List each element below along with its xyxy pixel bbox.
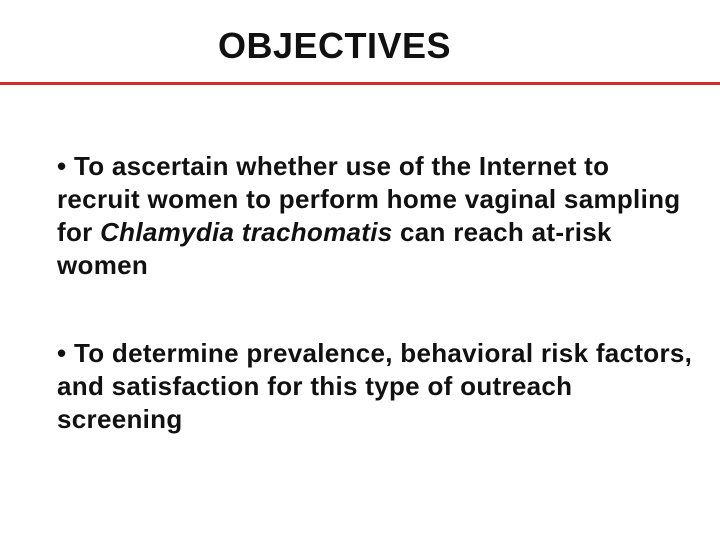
objective-text: To ascertain whether use of the Internet to recruit women to perform home vaginal sampling for (57, 151, 681, 247)
bullet-marker: • (57, 338, 74, 368)
objective-organism-name: Chlamydia trachomatis (100, 217, 393, 247)
slide-title: OBJECTIVES (218, 25, 452, 66)
objectives-list (57, 150, 697, 491)
objective-item-2 (57, 337, 697, 436)
objective-item-1 (57, 150, 697, 282)
objective-text: To determine prevalence, behavioral risk factors, and satisfaction for this type of outreach screening (57, 338, 693, 434)
objective-text-end: can reach at-risk women (57, 217, 612, 280)
title-divider (0, 82, 720, 85)
bullet-marker: • (57, 151, 74, 181)
